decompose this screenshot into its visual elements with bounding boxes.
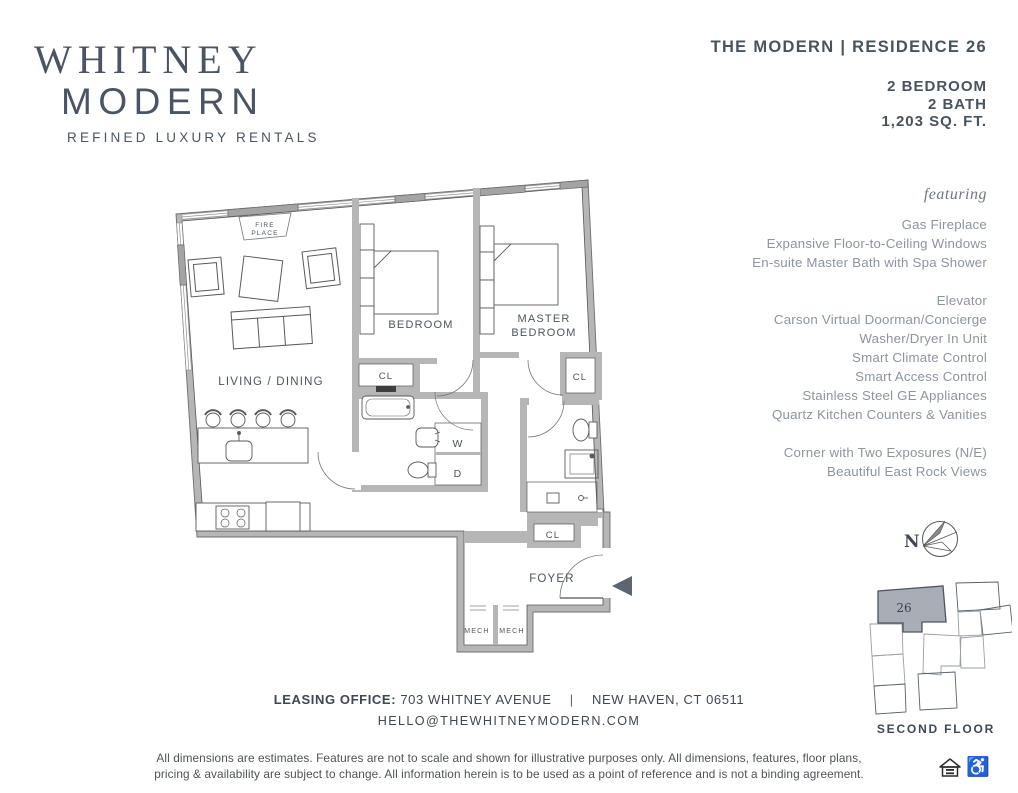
equal-housing-icon (939, 757, 961, 779)
closet-door-sill (376, 386, 396, 392)
north-label: N (904, 532, 920, 552)
mech-label: MECH (464, 628, 490, 635)
keyplan-unit-26 (878, 586, 946, 632)
armchair-icon (302, 248, 340, 289)
wardrobe-icon (360, 306, 374, 334)
feature-item: Washer/Dryer In Unit (859, 331, 987, 346)
washer-label: W (452, 438, 464, 450)
island-icon (198, 428, 308, 463)
coffee-table-icon (239, 256, 283, 301)
disclaimer-line1: All dimensions are estimates. Features are not to scale and shown for illustrative purposes only. All dimensions, features, floor plans, (156, 751, 862, 765)
featuring-heading: featuring (923, 186, 987, 203)
entry-arrow (612, 576, 632, 596)
residence-specs (711, 78, 987, 131)
feature-item: Beautiful East Rock Views (827, 464, 987, 479)
feature-item: Stainless Steel GE Appliances (802, 388, 987, 403)
residence-title: THE MODERN | RESIDENCE 26 (710, 38, 987, 56)
closet-label: CL (572, 372, 588, 383)
bed-icon (494, 244, 558, 305)
feature-group (752, 215, 987, 272)
feature-item: Corner with Two Exposures (N/E) (783, 445, 987, 460)
north-compass (890, 505, 985, 573)
feature-item: Carson Virtual Doorman/Concierge (773, 312, 987, 327)
wardrobe-icon (480, 280, 494, 308)
armchair-icon (188, 257, 224, 297)
wardrobe-icon (360, 250, 374, 278)
fireplace-label-line1: FIRE (255, 222, 275, 229)
feature-group (752, 291, 987, 424)
dryer-label: D (453, 468, 463, 480)
feature-item: En-suite Master Bath with Spa Shower (752, 255, 987, 270)
disclaimer (89, 751, 929, 782)
mech-label: MECH (499, 628, 525, 635)
feature-item: Smart Climate Control (852, 350, 987, 365)
leasing-office-label: LEASING OFFICE: (273, 692, 397, 707)
feature-item: Smart Access Control (855, 369, 987, 384)
separator: | (569, 692, 574, 707)
leasing-office-block (149, 692, 869, 728)
bathtub-icon (362, 396, 414, 419)
brand-logo (34, 36, 320, 145)
feature-item: Elevator (936, 293, 987, 308)
leasing-address: 703 WHITNEY AVENUE (400, 692, 552, 707)
bed-icon (374, 251, 438, 314)
wardrobe-icon (480, 308, 494, 334)
spec-baths: 2 BATH (927, 95, 987, 113)
residence-header (711, 38, 987, 131)
toilet-icon (573, 419, 597, 441)
leasing-city: NEW HAVEN, CT 06511 (591, 692, 745, 707)
fireplace-label-line2: PLACE (251, 230, 279, 237)
brand-name-line2: MODERN (61, 81, 265, 122)
sofa-icon (231, 306, 312, 348)
brand-tagline: REFINED LUXURY RENTALS (67, 130, 320, 145)
leasing-office-line (149, 692, 869, 707)
fridge-icon (266, 502, 300, 531)
leasing-email: HELLO@THEWHITNEYMODERN.COM (377, 714, 641, 728)
wardrobe-icon (360, 224, 374, 250)
disclaimer-line2: pricing & availability are subject to change. All information herein is to be used as a point of reference and is not a binding agreement. (154, 766, 864, 781)
wardrobe-icon (480, 252, 494, 280)
floor-caption: SECOND FLOOR (876, 722, 996, 736)
featuring-list (752, 186, 987, 500)
sink-icon (416, 428, 440, 447)
closet-label: CL (378, 371, 394, 382)
feature-item: Gas Fireplace (901, 217, 987, 232)
feature-item: Quartz Kitchen Counters & Vanities (772, 407, 987, 422)
unit-number-label: 26 (896, 601, 912, 615)
washer-dryer-divider (435, 452, 481, 455)
master-label-line1: MASTER (517, 313, 571, 325)
bedroom-label: BEDROOM (388, 319, 454, 331)
spec-area: 1,203 SQ. FT. (881, 113, 987, 130)
master-label-line2: BEDROOM (511, 327, 577, 339)
wardrobe-icon (480, 226, 494, 252)
building-keyplan (860, 578, 1012, 720)
closet-label: CL (545, 530, 561, 541)
feature-group (752, 443, 987, 481)
floorplan-drawing (140, 160, 670, 670)
accessibility-icon: ♿ (966, 757, 990, 778)
spec-bedrooms: 2 BEDROOM (887, 78, 987, 95)
feature-item: Expansive Floor-to-Ceiling Windows (766, 236, 987, 251)
stove-icon (216, 506, 249, 529)
footer-icons (939, 757, 990, 779)
living-dining-label: LIVING / DINING (218, 376, 324, 388)
brand-name-line1: WHITNEY (34, 37, 263, 82)
foyer-label: FOYER (529, 573, 575, 585)
toilet-icon (408, 462, 436, 478)
wardrobe-icon (360, 278, 374, 306)
